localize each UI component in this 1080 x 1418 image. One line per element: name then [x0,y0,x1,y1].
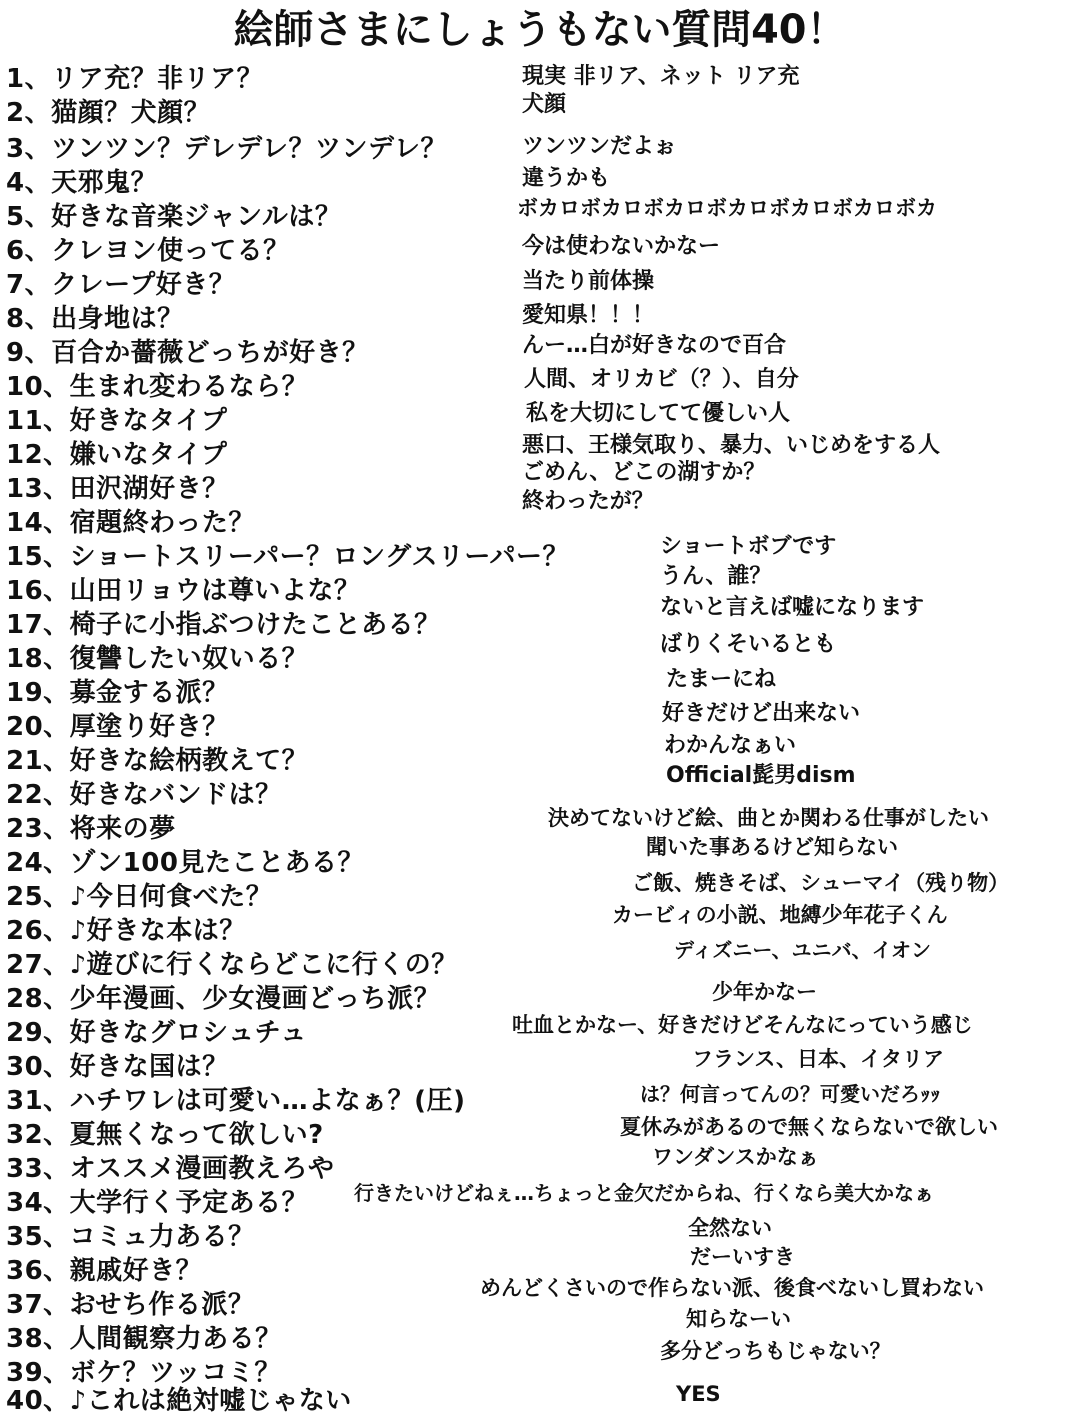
page-title: 絵師さまにしょうもない質問40！ [233,7,847,53]
answer-23: 決めてないけど絵、曲とか関わる仕事がしたい [548,806,989,830]
question-19: 19、募金する派？ [6,678,229,708]
question-2: 2、猫顔？犬顔？ [6,98,211,128]
answer-1: 現実 非リア、ネット リア充 [522,64,800,89]
question-14: 14、宿題終わった？ [6,508,255,538]
question-1: 1、リア充？非リア？ [6,64,264,94]
answer-13: ごめん、どこの湖すか？ [522,460,766,485]
answer-15: ショートボブです [660,534,837,559]
question-33: 33、オススメ漫画教えろや [6,1154,335,1184]
answer-20: 好きだけど出来ない [662,701,861,726]
answer-26: カービィの小説、地縛少年花子くん [612,903,948,927]
question-29: 29、好きなグロシュチュ [6,1018,307,1048]
question-12: 12、嫌いなタイプ [6,440,228,470]
question-35: 35、コミュ力ある？ [6,1222,255,1252]
answer-19: たまーにね [666,667,777,692]
question-40: 40、♪これは絶対嘘じゃない [6,1386,352,1416]
answer-27: ディズニー、ユニバ、イオン [674,938,931,962]
answer-8: 愛知県！！！ [522,303,655,328]
answer-33: ワンダンスかなぁ [652,1145,819,1169]
answer-14: 終わったが？ [522,489,654,514]
answer-32: 夏休みがあるので無くならないで欲しい [620,1115,998,1139]
question-27: 27、♪遊びに行くならどこに行くの？ [6,950,458,980]
question-25: 25、♪今日何食べた？ [6,882,273,912]
question-9: 9、百合か薔薇どっちが好き？ [6,338,369,368]
answer-4: 違うかも [522,166,611,191]
answer-16: うん、誰？ [660,564,772,589]
answer-22: Official髭男dism [666,763,856,788]
question-38: 38、人間観察力ある？ [6,1324,282,1354]
answer-38: 知らなーい [686,1307,791,1331]
answer-2: 犬顔 [522,92,567,117]
answer-24: 聞いた事あるけど知らない [646,835,898,859]
question-8: 8、出身地は？ [6,304,184,334]
answer-29: 吐血とかなー、好きだけどそんなにっていう感じ [512,1013,973,1037]
answer-3: ツンツンだよぉ [522,134,677,159]
answer-18: ばりくそいるとも [660,632,837,657]
answer-28: 少年かなー [712,980,817,1004]
question-31: 31、ハチワレは可愛い…よなぁ？(圧) [6,1086,466,1116]
question-22: 22、好きなバンドは？ [6,780,282,810]
question-4: 4、天邪鬼？ [6,168,158,198]
question-16: 16、山田リョウは尊いよな？ [6,576,361,606]
question-24: 24、ゾン100見たことある？ [6,848,364,878]
question-30: 30、好きな国は？ [6,1052,229,1082]
question-23: 23、将来の夢 [6,814,176,844]
answer-31: は？何言ってんの？可愛いだろｯｯ [640,1082,940,1106]
question-39: 39、ボケ？ツッコミ？ [6,1358,281,1388]
question-5: 5、好きな音楽ジャンルは？ [6,202,342,232]
question-36: 36、親戚好き？ [6,1256,203,1286]
question-28: 28、少年漫画、少女漫画どっち派？ [6,984,441,1014]
answer-37: めんどくさいので作らない派、後食べないし買わない [480,1276,984,1300]
question-6: 6、クレヨン使ってる？ [6,236,290,266]
answer-25: ご飯、焼きそば、シューマイ（残り物） [632,871,1010,895]
answer-6: 今は使わないかなー [522,234,721,259]
question-10: 10、生まれ変わるなら？ [6,372,309,402]
answer-10: 人間、オリカビ（？）、自分 [524,367,799,392]
answer-36: だーいすき [690,1245,795,1269]
answer-17: ないと言えば嘘になります [660,595,925,620]
question-26: 26、♪好きな本は？ [6,916,246,946]
answer-9: んー…白が好きなので百合 [522,333,787,358]
answer-34: 行きたいけどねぇ…ちょっと金欠だからね、行くなら美大かなぁ [354,1181,934,1205]
answer-21: わかんなぁい [664,733,797,758]
answer-30: フランス、日本、イタリア [692,1047,944,1071]
question-20: 20、厚塗り好き？ [6,712,229,742]
question-37: 37、おせち作る派？ [6,1290,255,1320]
answer-40: YES [676,1382,721,1406]
question-3: 3、ツンツン？デレデレ？ツンデレ？ [6,134,448,164]
answer-12: 悪口、王様気取り、暴力、いじめをする人 [522,433,941,458]
question-17: 17、椅子に小指ぶつけたことある？ [6,610,441,640]
answer-11: 私を大切にしてて優しい人 [526,401,791,426]
question-11: 11、好きなタイプ [6,406,228,436]
answer-39: 多分どっちもじゃない？ [660,1339,891,1363]
answer-35: 全然ない [688,1216,772,1240]
question-21: 21、好きな絵柄教えて？ [6,746,309,776]
answer-7: 当たり前体操 [522,269,655,294]
answer-5: ボカロボカロボカロボカロボカロボカロボカ [517,196,937,220]
question-34: 34、大学行く予定ある？ [6,1188,309,1218]
question-18: 18、復讐したい奴いる？ [6,644,309,674]
question-32: 32、夏無くなって欲しい? [6,1120,324,1150]
question-13: 13、田沢湖好き？ [6,474,229,504]
question-15: 15、ショートスリーパー？ロングスリーパー？ [6,542,570,572]
question-7: 7、クレープ好き？ [6,270,236,300]
